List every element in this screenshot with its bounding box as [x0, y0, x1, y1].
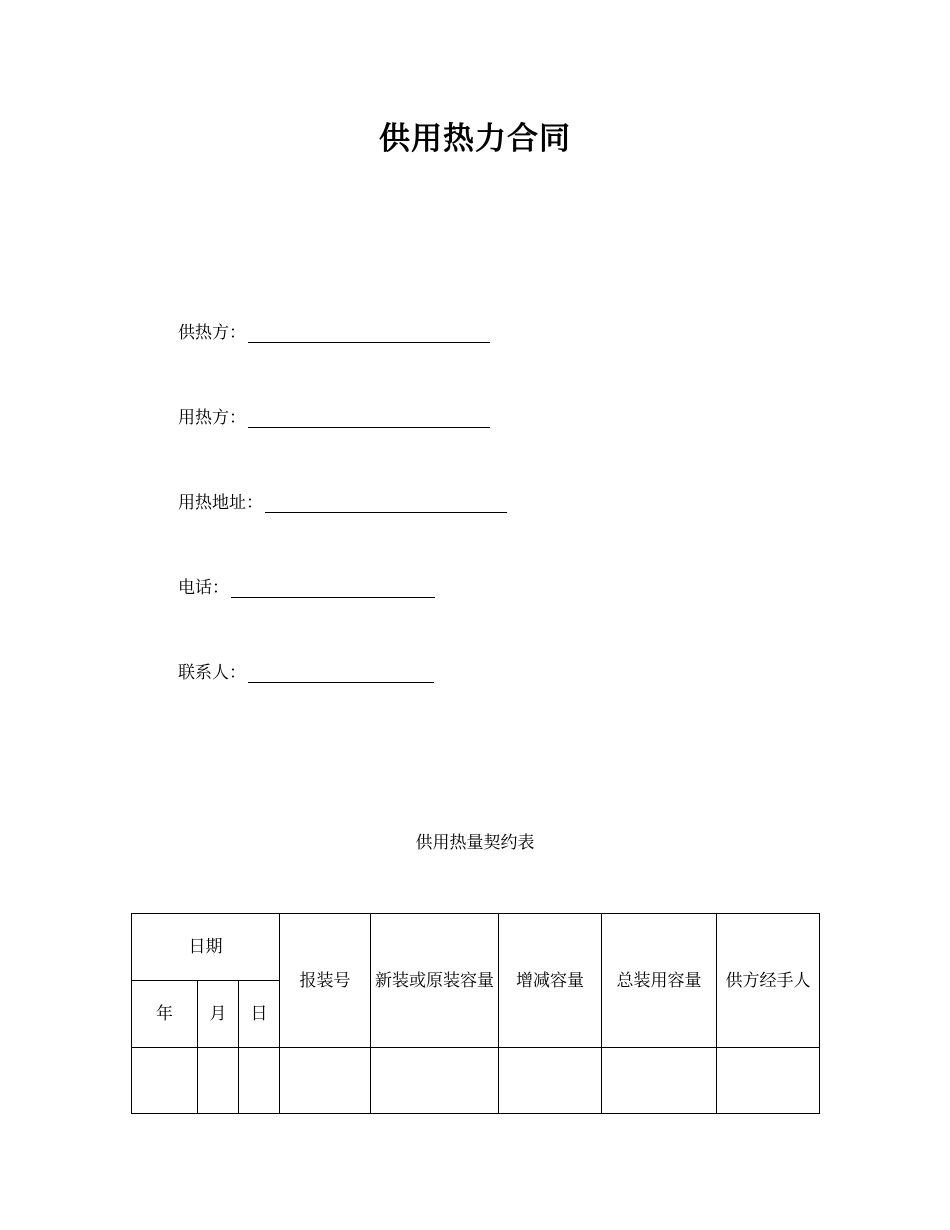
heat-address-field	[178, 487, 507, 513]
heat-supplier-field	[178, 317, 490, 343]
header-date: 日期	[132, 914, 280, 981]
heat-contract-table	[131, 913, 820, 1114]
heat-address-label: 用热地址：	[178, 493, 263, 513]
header-report-no: 报装号	[280, 914, 371, 1048]
cell-day[interactable]	[239, 1048, 280, 1114]
heat-user-label: 用热方：	[178, 408, 246, 428]
contact-label: 联系人：	[178, 663, 246, 683]
header-year: 年	[132, 981, 198, 1048]
cell-year[interactable]	[132, 1048, 198, 1114]
phone-label: 电话：	[178, 578, 229, 598]
heat-user-blank[interactable]	[248, 407, 490, 428]
phone-field	[178, 572, 435, 598]
phone-blank[interactable]	[231, 577, 435, 598]
contact-blank[interactable]	[248, 662, 434, 683]
table-caption: 供用热量契约表	[415, 833, 535, 853]
heat-address-blank[interactable]	[265, 492, 507, 513]
document-title: 供用热力合同	[379, 121, 571, 157]
header-day: 日	[239, 981, 280, 1048]
cell-total-capacity[interactable]	[602, 1048, 717, 1114]
cell-month[interactable]	[198, 1048, 239, 1114]
heat-supplier-blank[interactable]	[248, 322, 490, 343]
contact-field	[178, 657, 434, 683]
cell-capacity-change[interactable]	[499, 1048, 602, 1114]
header-new-or-original-capacity: 新装或原装容量	[371, 914, 499, 1048]
header-total-capacity: 总装用容量	[602, 914, 717, 1048]
heat-user-field	[178, 402, 490, 428]
header-supplier-handler: 供方经手人	[717, 914, 820, 1048]
cell-report-no[interactable]	[280, 1048, 371, 1114]
cell-supplier-handler[interactable]	[717, 1048, 820, 1114]
table-header-row	[132, 914, 820, 981]
header-month: 月	[198, 981, 239, 1048]
header-capacity-change: 增减容量	[499, 914, 602, 1048]
cell-new-or-original-capacity[interactable]	[371, 1048, 499, 1114]
table-row	[132, 1048, 820, 1114]
heat-supplier-label: 供热方：	[178, 323, 246, 343]
